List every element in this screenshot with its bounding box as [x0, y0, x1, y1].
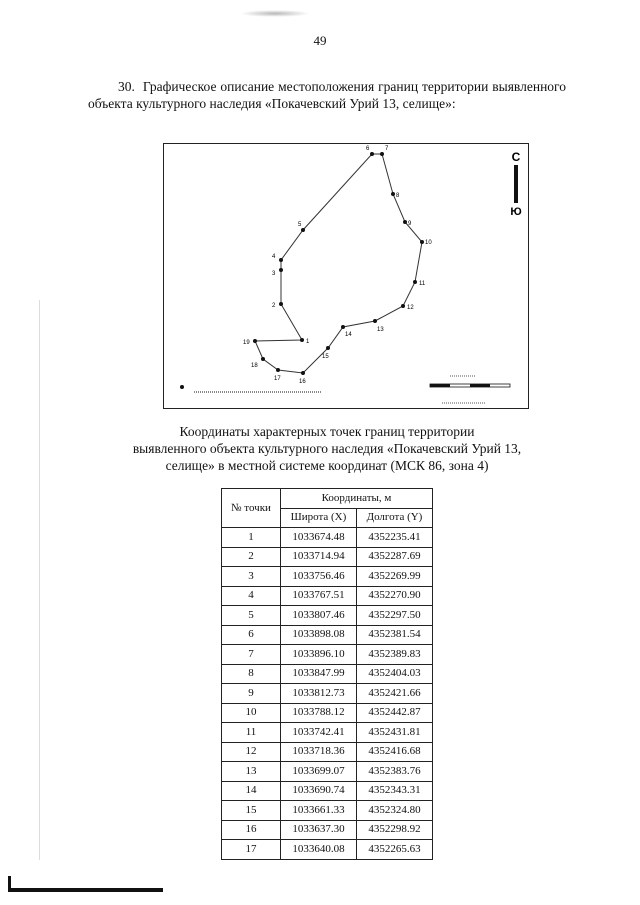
boundary-point-label: 15	[322, 354, 329, 360]
boundary-points	[243, 146, 432, 385]
table-row	[222, 645, 433, 665]
boundary-point-label: 11	[419, 281, 426, 287]
boundary-point-label: 4	[272, 254, 276, 260]
latitude-cell: 1033788.12	[281, 703, 357, 723]
coordinates-table	[221, 488, 433, 860]
longitude-cell: 4352442.87	[356, 703, 432, 723]
table-row	[222, 723, 433, 743]
latitude-cell: 1033742.41	[281, 723, 357, 743]
longitude-cell: 4352287.69	[356, 547, 432, 567]
boundary-point-label: 17	[274, 376, 281, 382]
boundary-point	[403, 220, 407, 224]
boundary-point-label: 19	[243, 340, 250, 346]
latitude-cell: 1033807.46	[281, 606, 357, 626]
latitude-cell: 1033812.73	[281, 684, 357, 704]
intro-text: Графическое описание местоположения границ территории выявленного объекта культурного наследия «Покачевский Урий 13, селище»:	[88, 79, 566, 111]
scale-bar	[430, 376, 510, 403]
boundary-point	[261, 357, 265, 361]
boundary-point	[300, 338, 304, 342]
boundary-point-label: 6	[366, 146, 370, 152]
coordinates-table-body	[222, 528, 433, 860]
header-point-number: № точки	[222, 489, 281, 528]
table-row	[222, 606, 433, 626]
point-number-cell: 8	[222, 664, 281, 684]
table-caption	[88, 423, 566, 474]
scale-bar-segment	[430, 384, 450, 387]
table-row	[222, 625, 433, 645]
boundary-point	[380, 152, 384, 156]
boundary-point-label: 10	[425, 240, 432, 246]
boundary-point-label: 14	[345, 332, 352, 338]
point-number-cell: 9	[222, 684, 281, 704]
point-number-cell: 14	[222, 781, 281, 801]
boundary-point	[391, 192, 395, 196]
latitude-cell: 1033756.46	[281, 567, 357, 587]
longitude-cell: 4352343.31	[356, 781, 432, 801]
latitude-cell: 1033637.30	[281, 820, 357, 840]
section-number: 30.	[118, 79, 135, 94]
point-number-cell: 4	[222, 586, 281, 606]
table-row	[222, 528, 433, 548]
header-latitude: Широта (X)	[281, 508, 357, 528]
caption-line: селище» в местной системе координат (МСК 86, зона 4)	[165, 458, 489, 473]
caption-line: Координаты характерных точек границ территории	[179, 424, 475, 439]
boundary-point	[326, 346, 330, 350]
north-arrow	[510, 150, 521, 218]
boundary-point	[420, 240, 424, 244]
boundary-point	[370, 152, 374, 156]
boundary-point-label: 3	[272, 271, 276, 277]
scan-artifact-line	[39, 300, 40, 860]
point-number-cell: 1	[222, 528, 281, 548]
longitude-cell: 4352270.90	[356, 586, 432, 606]
boundary-point-label: 9	[408, 221, 412, 227]
table-row	[222, 567, 433, 587]
point-number-cell: 7	[222, 645, 281, 665]
table-row	[222, 781, 433, 801]
longitude-cell: 4352269.99	[356, 567, 432, 587]
latitude-cell: 1033847.99	[281, 664, 357, 684]
boundary-point-label: 2	[272, 303, 276, 309]
point-number-cell: 11	[222, 723, 281, 743]
longitude-cell: 4352298.92	[356, 820, 432, 840]
longitude-cell: 4352416.68	[356, 742, 432, 762]
latitude-cell: 1033896.10	[281, 645, 357, 665]
point-number-cell: 5	[222, 606, 281, 626]
boundary-point	[276, 368, 280, 372]
table-row	[222, 820, 433, 840]
table-row	[222, 586, 433, 606]
boundary-point	[279, 258, 283, 262]
table-row	[222, 664, 433, 684]
table-row	[222, 684, 433, 704]
table-row	[222, 742, 433, 762]
latitude-cell: 1033661.33	[281, 801, 357, 821]
latitude-cell: 1033767.51	[281, 586, 357, 606]
point-number-cell: 13	[222, 762, 281, 782]
scale-bar-segment	[470, 384, 490, 387]
latitude-cell: 1033690.74	[281, 781, 357, 801]
boundary-point	[341, 325, 345, 329]
scan-smudge	[240, 10, 310, 17]
point-number-cell: 2	[222, 547, 281, 567]
longitude-cell: 4352235.41	[356, 528, 432, 548]
boundary-point-label: 5	[298, 222, 302, 228]
boundary-point-label: 7	[385, 146, 389, 152]
point-number-cell: 3	[222, 567, 281, 587]
boundary-point	[253, 339, 257, 343]
table-row	[222, 801, 433, 821]
point-number-cell: 16	[222, 820, 281, 840]
boundary-point	[279, 302, 283, 306]
boundary-point	[373, 319, 377, 323]
longitude-cell: 4352404.03	[356, 664, 432, 684]
table-row	[222, 840, 433, 860]
longitude-cell: 4352381.54	[356, 625, 432, 645]
legend-marker	[180, 385, 184, 389]
latitude-cell: 1033699.07	[281, 762, 357, 782]
map-legend	[180, 385, 322, 392]
point-number-cell: 15	[222, 801, 281, 821]
page-number: 49	[313, 33, 327, 48]
longitude-cell: 4352324.80	[356, 801, 432, 821]
latitude-cell: 1033714.94	[281, 547, 357, 567]
boundary-point-label: 1	[306, 339, 310, 345]
point-number-cell: 6	[222, 625, 281, 645]
caption-line: выявленного объекта культурного наследия «Покачевский Урий 13,	[132, 441, 522, 456]
intro-paragraph	[88, 78, 566, 112]
header-longitude: Долгота (Y)	[356, 508, 432, 528]
latitude-cell: 1033674.48	[281, 528, 357, 548]
longitude-cell: 4352431.81	[356, 723, 432, 743]
latitude-cell: 1033898.08	[281, 625, 357, 645]
boundary-polygon	[255, 154, 422, 373]
boundary-point-label: 12	[407, 305, 414, 311]
longitude-cell: 4352389.83	[356, 645, 432, 665]
table-row	[222, 703, 433, 723]
latitude-cell: 1033640.08	[281, 840, 357, 860]
boundary-map-drawing	[164, 144, 528, 408]
boundary-point-label: 13	[377, 327, 384, 333]
south-label: Ю	[510, 206, 522, 218]
boundary-point	[301, 228, 305, 232]
table-row	[222, 762, 433, 782]
boundary-point-label: 18	[251, 363, 258, 369]
boundary-point	[279, 268, 283, 272]
boundary-map	[163, 143, 529, 409]
point-number-cell: 10	[222, 703, 281, 723]
longitude-cell: 4352421.66	[356, 684, 432, 704]
latitude-cell: 1033718.36	[281, 742, 357, 762]
longitude-cell: 4352265.63	[356, 840, 432, 860]
north-label: С	[511, 150, 521, 164]
boundary-point	[401, 304, 405, 308]
north-arrow-bar	[514, 165, 518, 203]
longitude-cell: 4352297.50	[356, 606, 432, 626]
table-row	[222, 547, 433, 567]
longitude-cell: 4352383.76	[356, 762, 432, 782]
boundary-point-label: 16	[299, 379, 306, 385]
boundary-point-label: 8	[396, 193, 400, 199]
boundary-point	[413, 280, 417, 284]
point-number-cell: 17	[222, 840, 281, 860]
margin-bar	[8, 888, 163, 892]
point-number-cell: 12	[222, 742, 281, 762]
header-coordinates: Координаты, м	[281, 489, 433, 509]
boundary-point	[301, 371, 305, 375]
